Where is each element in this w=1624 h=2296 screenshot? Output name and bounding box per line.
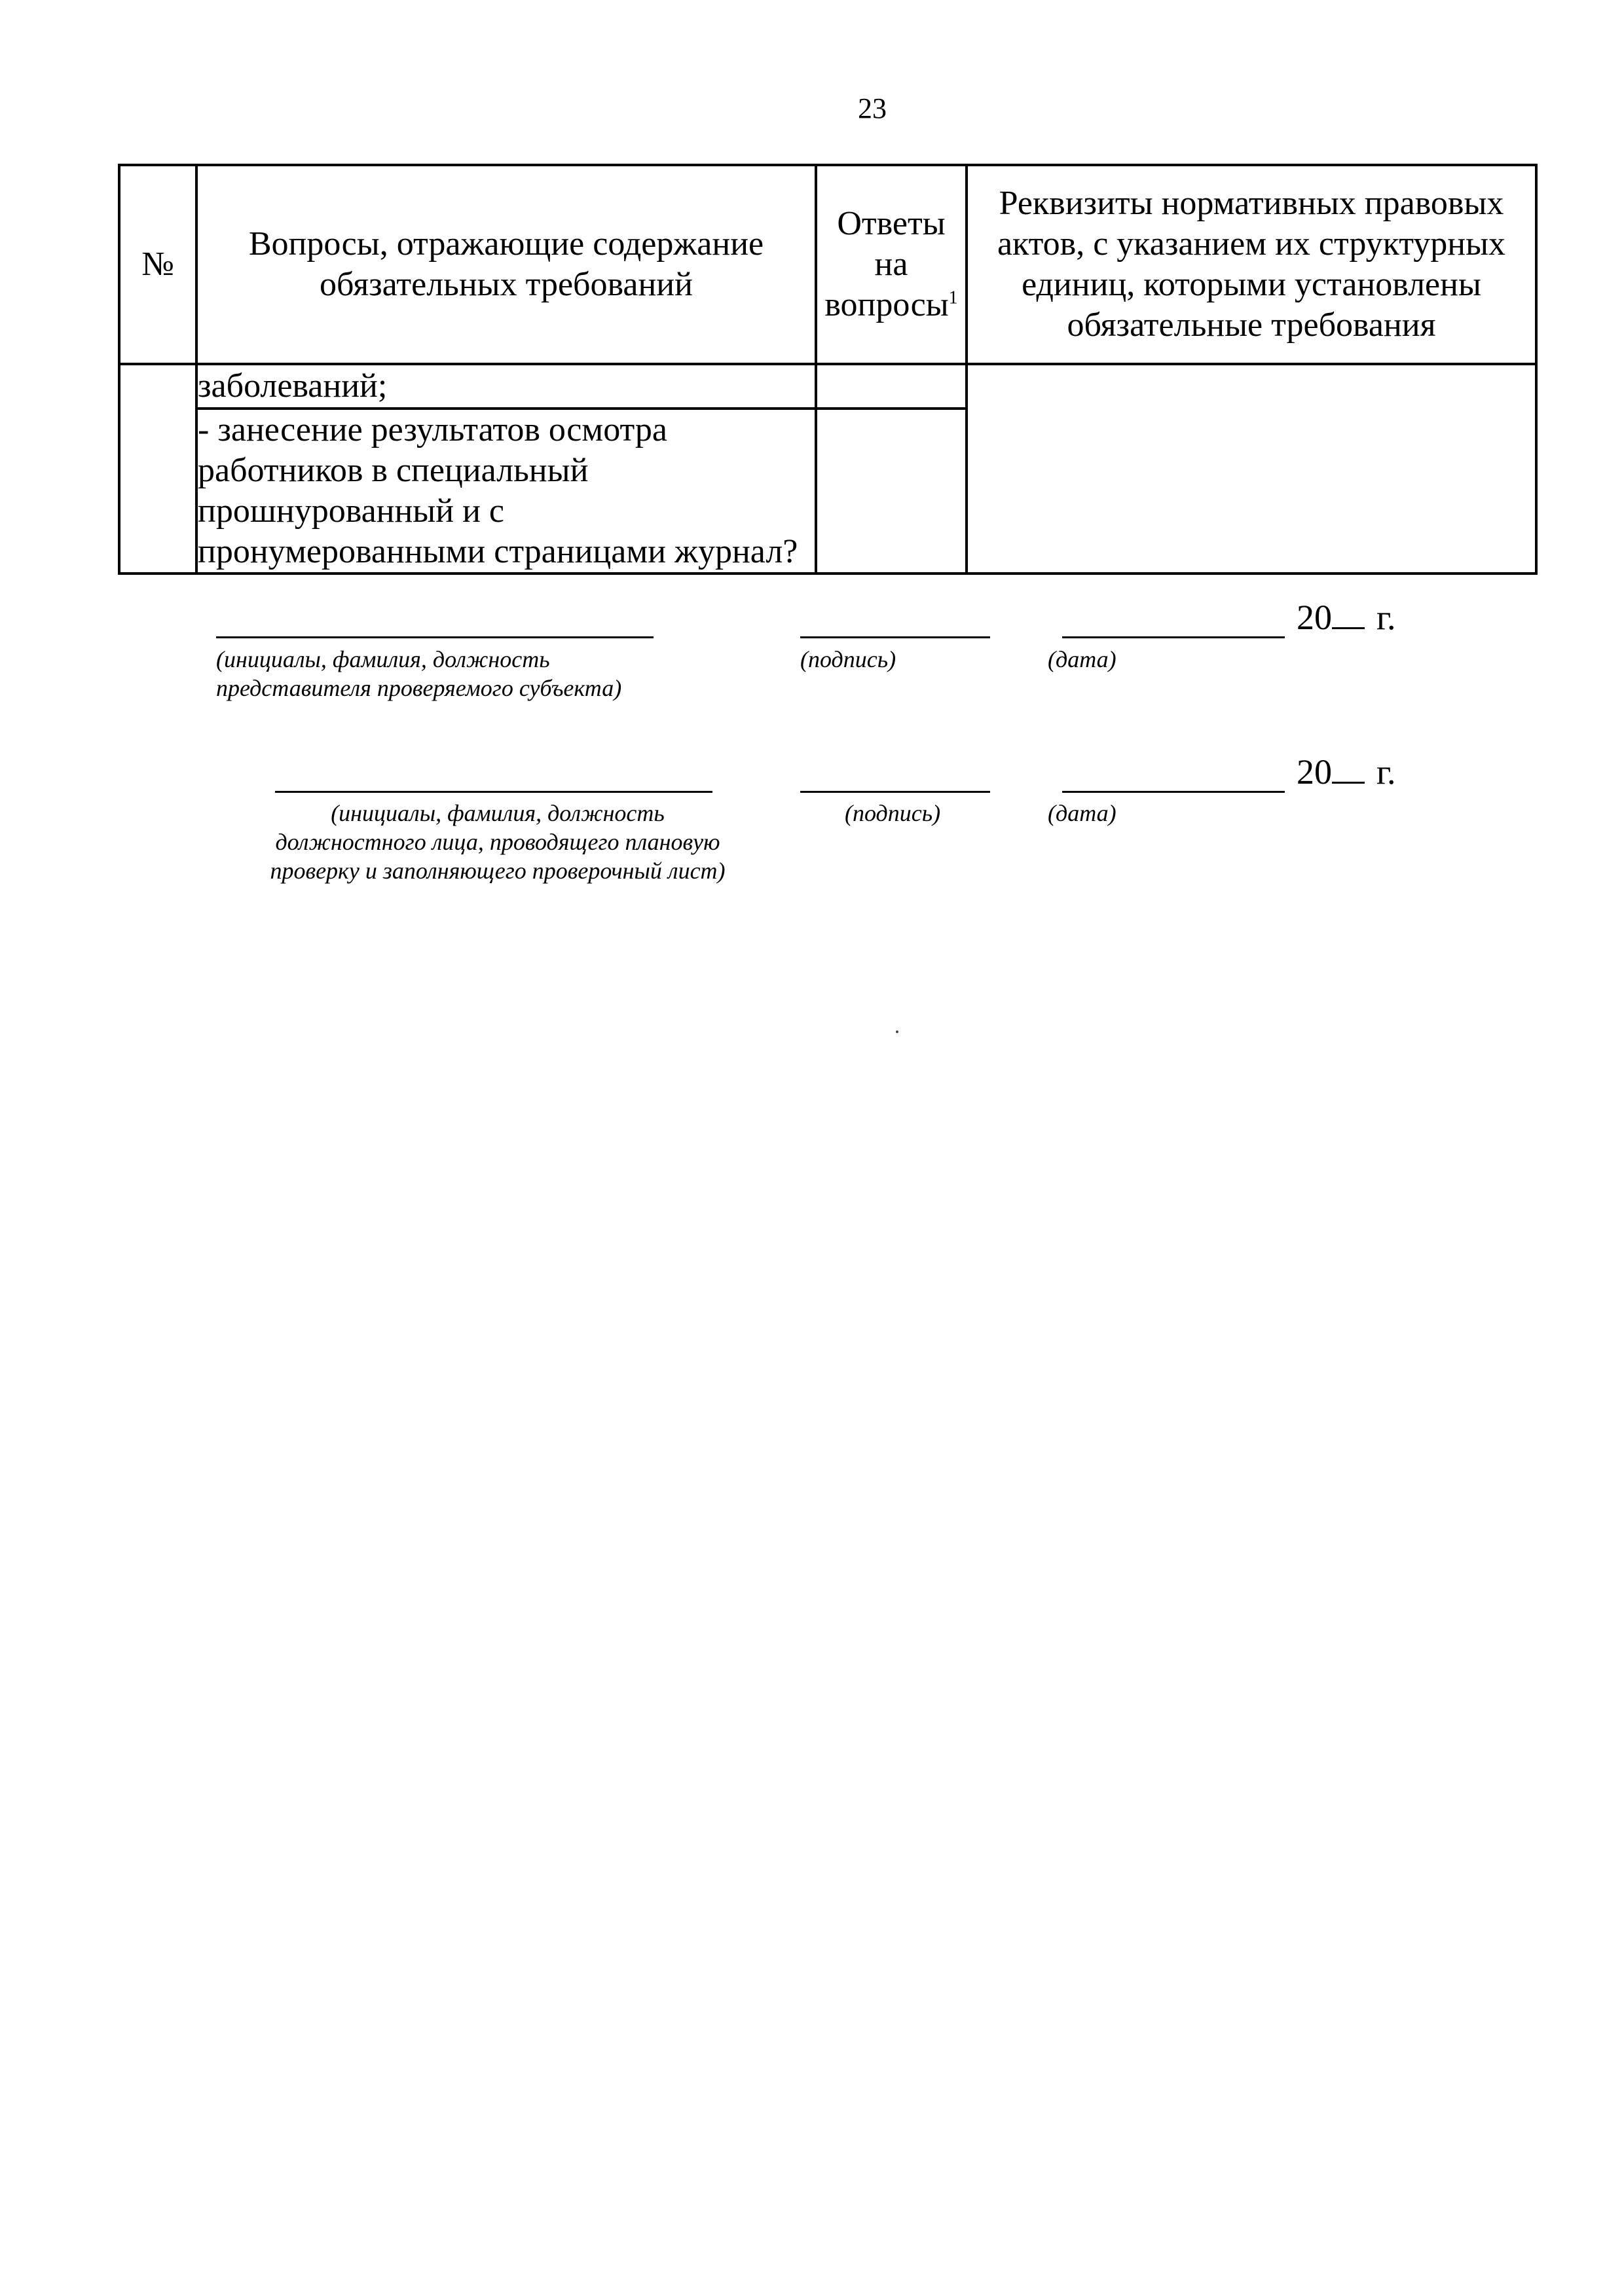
signature-caption: (подпись) [800, 646, 896, 672]
year-blank[interactable] [1332, 601, 1365, 629]
caption-line: (инициалы, фамилия, должность [331, 800, 665, 826]
question-line: прошнурованный и с [198, 492, 504, 530]
signature-line[interactable] [800, 636, 990, 638]
question-cell [196, 364, 816, 409]
header-number: № [119, 165, 196, 364]
header-requisites [967, 165, 1536, 364]
answer-cell[interactable] [816, 409, 967, 574]
requisites-cell [967, 364, 1536, 574]
caption-line: представителя проверяемого субъекта) [216, 675, 622, 701]
header-requisites-text: Реквизиты нормативных правовых актов, с указанием их структурных единиц, которыми установлены обязательные требования [997, 185, 1506, 344]
date-line[interactable] [1062, 636, 1285, 638]
year-suffix: г. [1376, 752, 1396, 792]
date-caption: (дата) [1048, 800, 1116, 826]
header-answer-footnote: 1 [948, 287, 958, 308]
page-number: 23 [858, 92, 887, 124]
year-prefix: 20 [1297, 752, 1332, 792]
caption-line: проверку и заполняющего проверочный лист) [270, 858, 726, 884]
name-caption [216, 645, 621, 702]
year-suffix: г. [1376, 598, 1396, 637]
date-caption: (дата) [1048, 646, 1116, 672]
name-caption [229, 799, 766, 885]
signature-line[interactable] [800, 791, 990, 793]
question-cell [196, 409, 816, 574]
signature-caption: (подпись) [845, 800, 941, 826]
header-answer [816, 165, 967, 364]
date-line[interactable] [1062, 791, 1285, 793]
scan-speck [896, 1030, 898, 1033]
question-line: - занесение результатов осмотра [198, 411, 667, 448]
year-blank[interactable] [1332, 756, 1365, 784]
question-line: пронумерованными страницами журнал? [198, 533, 798, 570]
header-question [196, 165, 816, 364]
year-prefix: 20 [1297, 598, 1332, 637]
answer-cell[interactable] [816, 364, 967, 409]
caption-line: (инициалы, фамилия, должность [216, 646, 550, 672]
question-line: работников в специальный [198, 452, 589, 489]
header-question-text: Вопросы, отражающие содержание обязательных требований [248, 225, 764, 303]
year-field [1297, 597, 1396, 638]
checklist-table [118, 164, 1538, 575]
name-line[interactable] [216, 636, 654, 638]
table-row [119, 364, 1536, 409]
table-header-row [119, 165, 1536, 364]
caption-line: должностного лица, проводящего плановую [275, 829, 720, 855]
name-line[interactable] [275, 791, 712, 793]
question-line: заболеваний; [198, 367, 388, 405]
header-answer-text: Ответы на вопросы [824, 205, 949, 323]
row-number-cell [119, 364, 196, 574]
year-field [1297, 752, 1396, 792]
